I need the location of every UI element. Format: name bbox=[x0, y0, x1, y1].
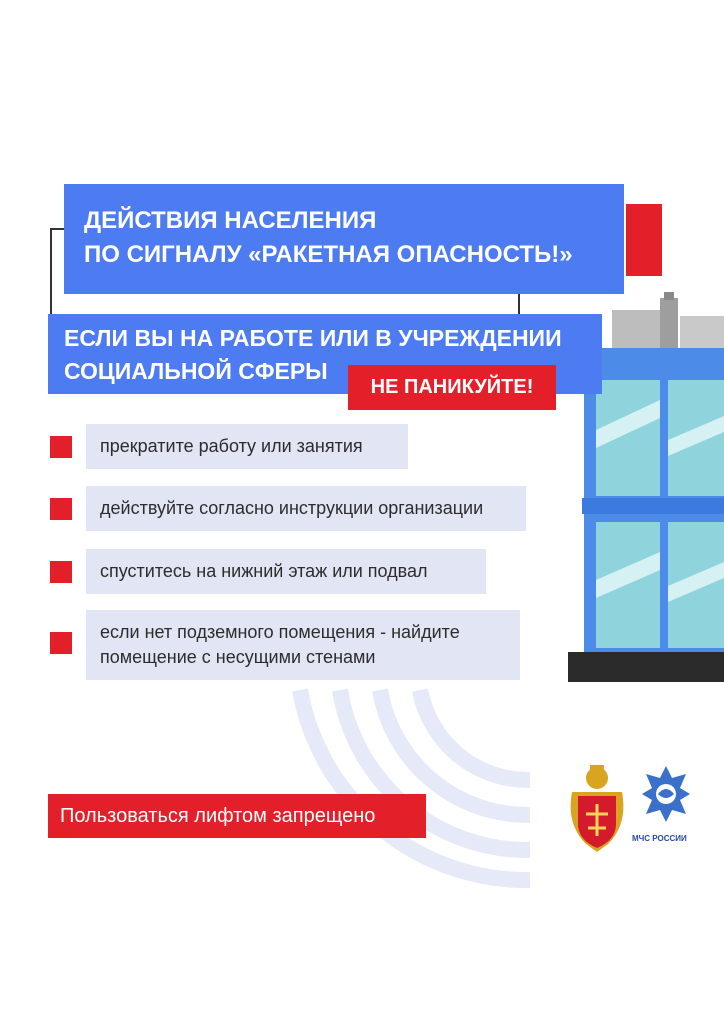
list-item: спуститесь на нижний этаж или подвал bbox=[86, 549, 486, 594]
bullet-square bbox=[50, 561, 72, 583]
title-accent-block bbox=[626, 204, 662, 276]
elevator-warning: Пользоваться лифтом запрещено bbox=[48, 794, 426, 838]
subtitle-line-1: ЕСЛИ ВЫ НА РАБОТЕ ИЛИ В УЧРЕЖДЕНИИ bbox=[64, 325, 562, 351]
mchs-emblem-icon bbox=[640, 764, 692, 824]
title-line-2: ПО СИГНАЛУ «РАКЕТНАЯ ОПАСНОСТЬ!» bbox=[84, 241, 573, 268]
list-item: прекратите работу или занятия bbox=[86, 424, 408, 469]
list-item: действуйте согласно инструкции организации bbox=[86, 486, 526, 531]
page-title bbox=[64, 184, 624, 294]
title-line-1: ДЕЙСТВИЯ НАСЕЛЕНИЯ bbox=[84, 207, 377, 234]
panic-badge: НЕ ПАНИКУЙТЕ! bbox=[348, 365, 556, 410]
subtitle-line-2: СОЦИАЛЬНОЙ СФЕРЫ bbox=[64, 358, 328, 384]
connector-line bbox=[50, 228, 52, 314]
list-item: если нет подземного помещения - найдите помещение с несущими стенами bbox=[86, 610, 520, 680]
connector-line bbox=[518, 294, 520, 316]
mchs-caption: МЧС РОССИИ bbox=[632, 834, 687, 843]
bullet-square bbox=[50, 632, 72, 654]
bullet-square bbox=[50, 498, 72, 520]
coat-of-arms-icon bbox=[566, 764, 628, 854]
bullet-square bbox=[50, 436, 72, 458]
